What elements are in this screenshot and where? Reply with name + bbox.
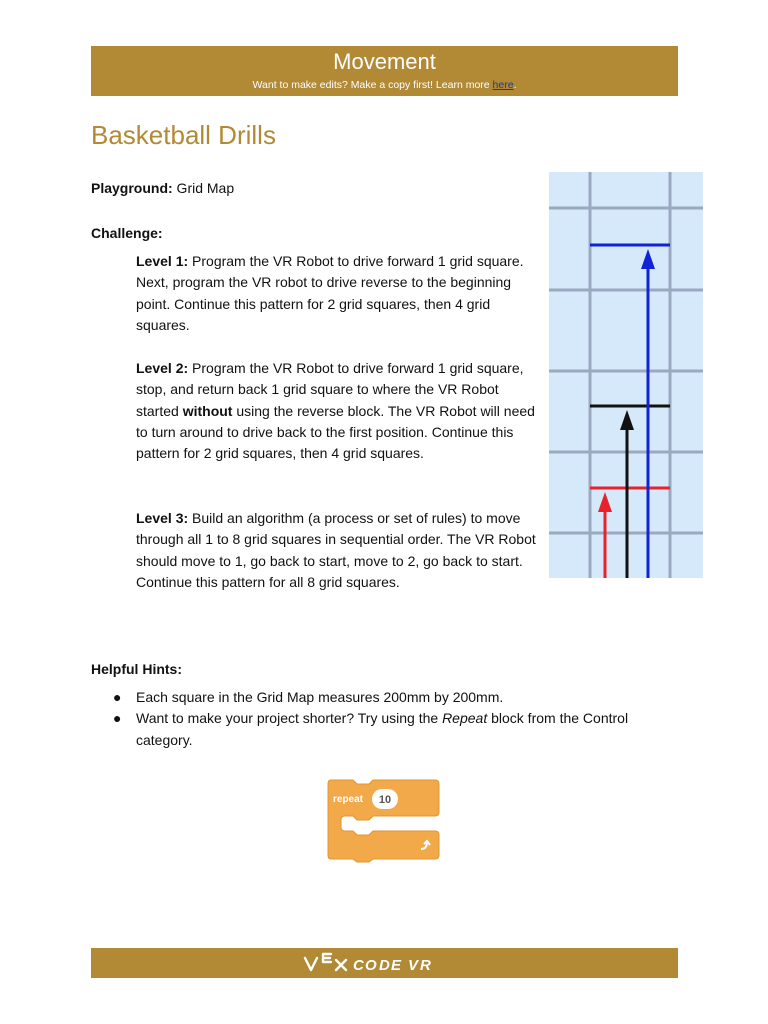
banner-subtitle (91, 79, 678, 91)
level-2-bold: without (182, 402, 233, 419)
level-2-paragraph (136, 358, 541, 464)
level-2-label: Level 2: (136, 360, 189, 376)
hint-item-1-text: Each square in the Grid Map measures 200mm by 200mm. (136, 689, 504, 705)
playground-label: Playground: (91, 180, 173, 196)
hint-item-2-italic: Repeat (442, 710, 488, 727)
header-banner (91, 46, 678, 96)
svg-text:D: D (379, 957, 390, 974)
level-2-text-a: Program the VR Robot to drive forward 1 grid square, stop, and return back 1 grid square to where the VR Robot started (136, 360, 524, 419)
banner-subtitle-text: Want to make edits? Make a copy first! Learn more (252, 79, 493, 91)
grid-map-figure (549, 172, 703, 578)
level-3-text: Build an algorithm (a process or set of rules) to move through all 1 to 8 grid squares in sequential order. The VR Robot should move to 1, go back to start, move to 2, go back to start. Continue this pattern for all 8 grid squares. (136, 510, 536, 590)
level-3-paragraph (136, 508, 541, 593)
bullet-icon: ● (113, 710, 122, 727)
banner-title: Movement (333, 49, 436, 74)
level-1-paragraph (136, 251, 541, 336)
vexcode-vr-logo (91, 948, 678, 978)
svg-text:O: O (365, 957, 377, 974)
repeat-block-label: repeat (333, 794, 364, 805)
learn-more-link[interactable]: here (492, 79, 514, 91)
page-title: Basketball Drills (91, 120, 276, 150)
svg-text:E: E (391, 957, 402, 974)
challenge-heading (91, 223, 163, 244)
repeat-count-value: 10 (378, 794, 392, 806)
repeat-block (327, 779, 441, 863)
level-1-text: Program the VR Robot to drive forward 1 grid square. Next, program the VR robot to drive reverse to the beginning point. Continue this pattern for 2 grid squares, then 4 grid squares. (136, 253, 524, 333)
svg-text:C: C (353, 957, 364, 974)
level-1-label: Level 1: (136, 253, 189, 269)
playground-line (91, 178, 234, 199)
hint-item-2 (91, 708, 681, 751)
hints-heading (91, 659, 182, 680)
hint-item-2-text-b: block from the Control category. (136, 710, 629, 748)
challenge-label: Challenge: (91, 225, 163, 241)
hint-item-2-text-a: Want to make your project shorter? Try using the (136, 710, 443, 727)
bullet-icon: ● (113, 689, 122, 705)
hint-item-1 (91, 687, 681, 708)
footer-banner (91, 948, 678, 978)
playground-value: Grid Map (172, 180, 235, 196)
level-3-label: Level 3: (136, 510, 189, 526)
hints-title: Helpful Hints: (91, 661, 182, 677)
svg-text:R: R (420, 957, 431, 974)
svg-text:V: V (408, 957, 419, 974)
banner-period: . (513, 79, 517, 91)
level-2-text-b: using the reverse block. The VR Robot will need to turn around to drive back to the first position. Continue this pattern for 2 grid squares, then 4 grid squares. (136, 402, 535, 462)
hints-list (91, 687, 681, 751)
